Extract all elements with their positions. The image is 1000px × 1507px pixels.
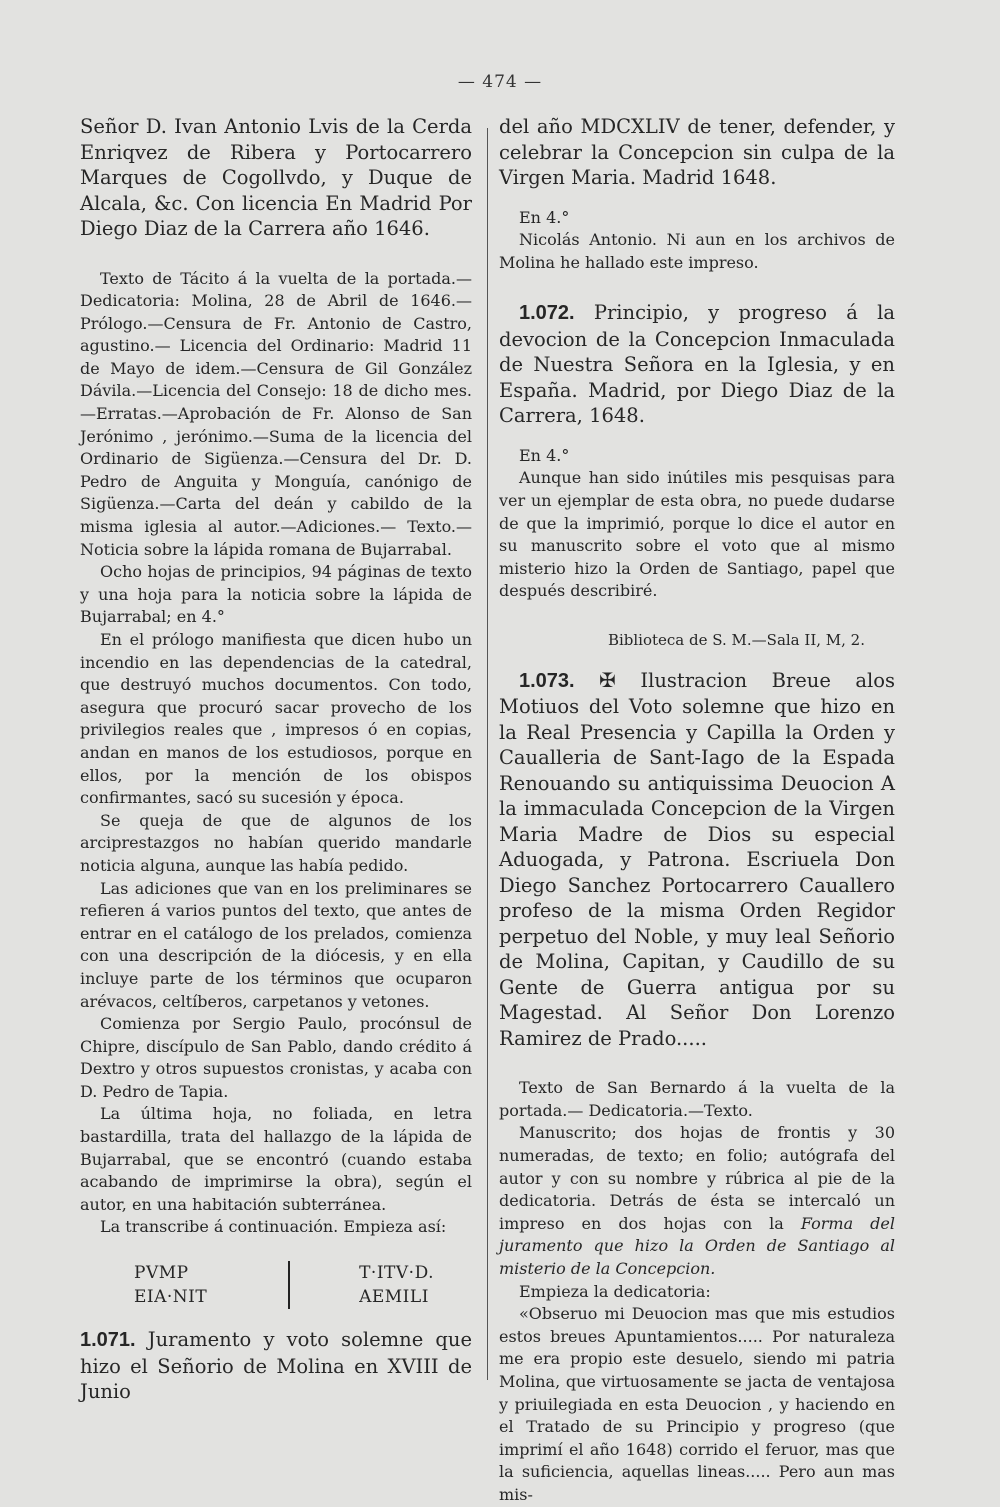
right-column	[499, 114, 895, 1507]
manuscript-text: Manuscrito; dos hojas de frontis y 30 numeradas, de texto; en folio; autógrafa del autor y con su nombre y rúbrica al pie de la dedicatoria. Detrás de ésta se intercaló un impreso en dos hojas con la	[499, 1123, 895, 1233]
note-1071: Nicolás Antonio. Ni aun en los archivos de Molina he hallado este impreso.	[499, 230, 895, 272]
entry-title: Principio, y progreso á la devocion de la Concepcion Inmaculada de Nuestra Señora en la Iglesia, y en España. Madrid, por Diego Diaz de la Carrera, 1648.	[499, 301, 895, 428]
paragraph-7: La transcribe á continuación. Empieza así:	[100, 1217, 447, 1237]
entry-number: 1.071.	[80, 1329, 136, 1352]
left-column	[80, 114, 472, 1405]
entry-1072	[499, 300, 895, 429]
dedication-intro: Empieza la dedicatoria:	[519, 1281, 711, 1301]
format-1071: En 4.°	[519, 207, 570, 227]
paragraph-4: Las adiciones que van en los preliminares se refieren á varios puntos del texto, que antes de entrar en el catálogo de los prelados, comienza con una descripción de la diócesis, y en ella incluye parte de los términos que ocuparon arévacos, celtíberos, carpetanos y vetones.	[80, 878, 472, 1011]
header-paragraph: Señor D. Ivan Antonio Lvis de la Cerda Enriqvez de Ribera y Portocarrero Marques de Cogollvdo, y Duque de Alcala, &c. Con licencia En Madrid Por Diego Diaz de la Carrera año 1646.	[80, 115, 472, 240]
entry-1071	[80, 1327, 472, 1405]
entry-1073	[499, 668, 895, 1052]
entry-1071-continuation: del año MDCXLIV de tener, defender, y celebrar la Concepcion sin culpa de la Virgen Maria. Madrid 1648.	[499, 115, 895, 189]
inscription-left	[134, 1261, 207, 1309]
library-reference: Biblioteca de S. M.—Sala II, M, 2.	[607, 630, 865, 649]
contents-1073: Texto de San Bernardo á la vuelta de la portada.— Dedicatoria.—Texto.	[499, 1078, 895, 1120]
cross-icon: ✠	[599, 667, 616, 692]
format-1072: En 4.°	[519, 445, 570, 465]
entry-number: 1.072.	[519, 302, 575, 325]
inscription-right	[359, 1261, 434, 1309]
paragraph-3: Se queja de que de algunos de los arciprestazgos no habían querido mandarle noticia alguna, aunque las había pedido.	[80, 810, 472, 875]
paragraph-1: Ocho hojas de principios, 94 páginas de texto y una hoja para la noticia sobre la lápida de Bujarrabal; en 4.°	[80, 562, 472, 627]
paragraph-6: La última hoja, no foliada, en letra bastardilla, trata del hallazgo de la lápida de Bujarrabal, que se encontró (cuando estaba acabando de imprimirse la obra), según el autor, en una habitación subterránea.	[80, 1104, 472, 1214]
page-number: — 474 —	[457, 72, 543, 92]
inscription-line: PVMP	[134, 1263, 189, 1284]
roman-inscription	[134, 1261, 434, 1309]
note-1072: Aunque han sido inútiles mis pesquisas para ver un ejemplar de esta obra, no puede dudarse de que la imprimió, porque lo dice el autor en su manuscrito sobre el voto que al mismo misterio hizo la Orden de Santiago, papel que después describiré.	[499, 468, 895, 601]
dedication-quote: «Obseruo mi Deuocion mas que mis estudios estos breues Apuntamientos..... Por naturaleza me era propio este desuelo, siendo mi patria Molina, que virtuosamente se jacta de ventajosa y priuilegiada en esta Deuocion , y haciendo en el Tratado de su Principio y progreso (que imprimí el año 1648) corrido el feruor, mas que la suficiencia, aquellas lineas..... Pero aun mas mis-	[499, 1304, 895, 1504]
paragraph-2: En el prólogo manifiesta que dicen hubo un incendio en las dependencias de la catedral, que destruyó muchos documentos. Con todo, asegura que procuró sacar provecho de los privilegios reales que , impresos ó en copias, andan en manos de los estudiosos, porque en ellos, por la mención de los obispos confirmantes, sacó su sucesión y época.	[80, 630, 472, 808]
contents-paragraph: Texto de Tácito á la vuelta de la portada.—Dedicatoria: Molina, 28 de Abril de 1646.—Prólogo.—Censura de Fr. Antonio de Castro, agustino.— Licencia del Ordinario: Madrid 11 de Mayo de idem.—Censura de Gil González Dávila.—Licencia del Consejo: 18 de dicho mes.—Erratas.—Aprobación de Fr. Alonso de San Jerónimo , jerónimo.—Suma de la licencia del Ordinario de Sigüenza.—Censura del Dr. D. Pedro de Anguita y Monguía, canónigo de Sigüenza.—Carta del deán y cabildo de la misma iglesia al autor.—Adiciones.— Texto.— Noticia sobre la lápida romana de Bujarrabal.	[80, 268, 472, 559]
inscription-divider	[288, 1261, 290, 1309]
manuscript-italic-title: Forma del juramento que hizo la Orden de Santiago al misterio de la Concepcion.	[499, 1213, 895, 1278]
entry-title: Juramento y voto solemne que hizo el Señorio de Molina en XVIII de Junio	[80, 1328, 472, 1404]
inscription-line: AEMILI	[359, 1287, 429, 1308]
manuscript-description	[499, 1122, 895, 1280]
column-divider	[487, 128, 488, 1380]
entry-title: Ilustracion Breue alos Motiuos del Voto solemne que hizo en la Real Presencia y Capilla la Orden y Caualleria de Sant-Iago de la Espada Renouando su antiquissima Deuocion A la immaculada Concepcion de la Virgen Maria Madre de Dios su especial Aduogada, y Patrona. Escriuela Don Diego Sanchez Portocarrero Cauallero profeso de la misma Orden Regidor perpetuo del Noble, y muy leal Señorio de Molina, Capitan, y Caudillo de su Gente de Guerra antigua por su Magestad. Al Señor Don Lorenzo Ramirez de Prado.....	[499, 668, 896, 1050]
inscription-line: T·ITV·D.	[359, 1263, 434, 1284]
inscription-line: EIA·NIT	[134, 1287, 208, 1308]
paragraph-5: Comienza por Sergio Paulo, procónsul de Chipre, discípulo de San Pablo, dando crédito á Dextro y otros supuestos cronistas, y acaba con D. Pedro de Tapia.	[80, 1014, 472, 1101]
entry-number: 1.073.	[519, 669, 575, 692]
